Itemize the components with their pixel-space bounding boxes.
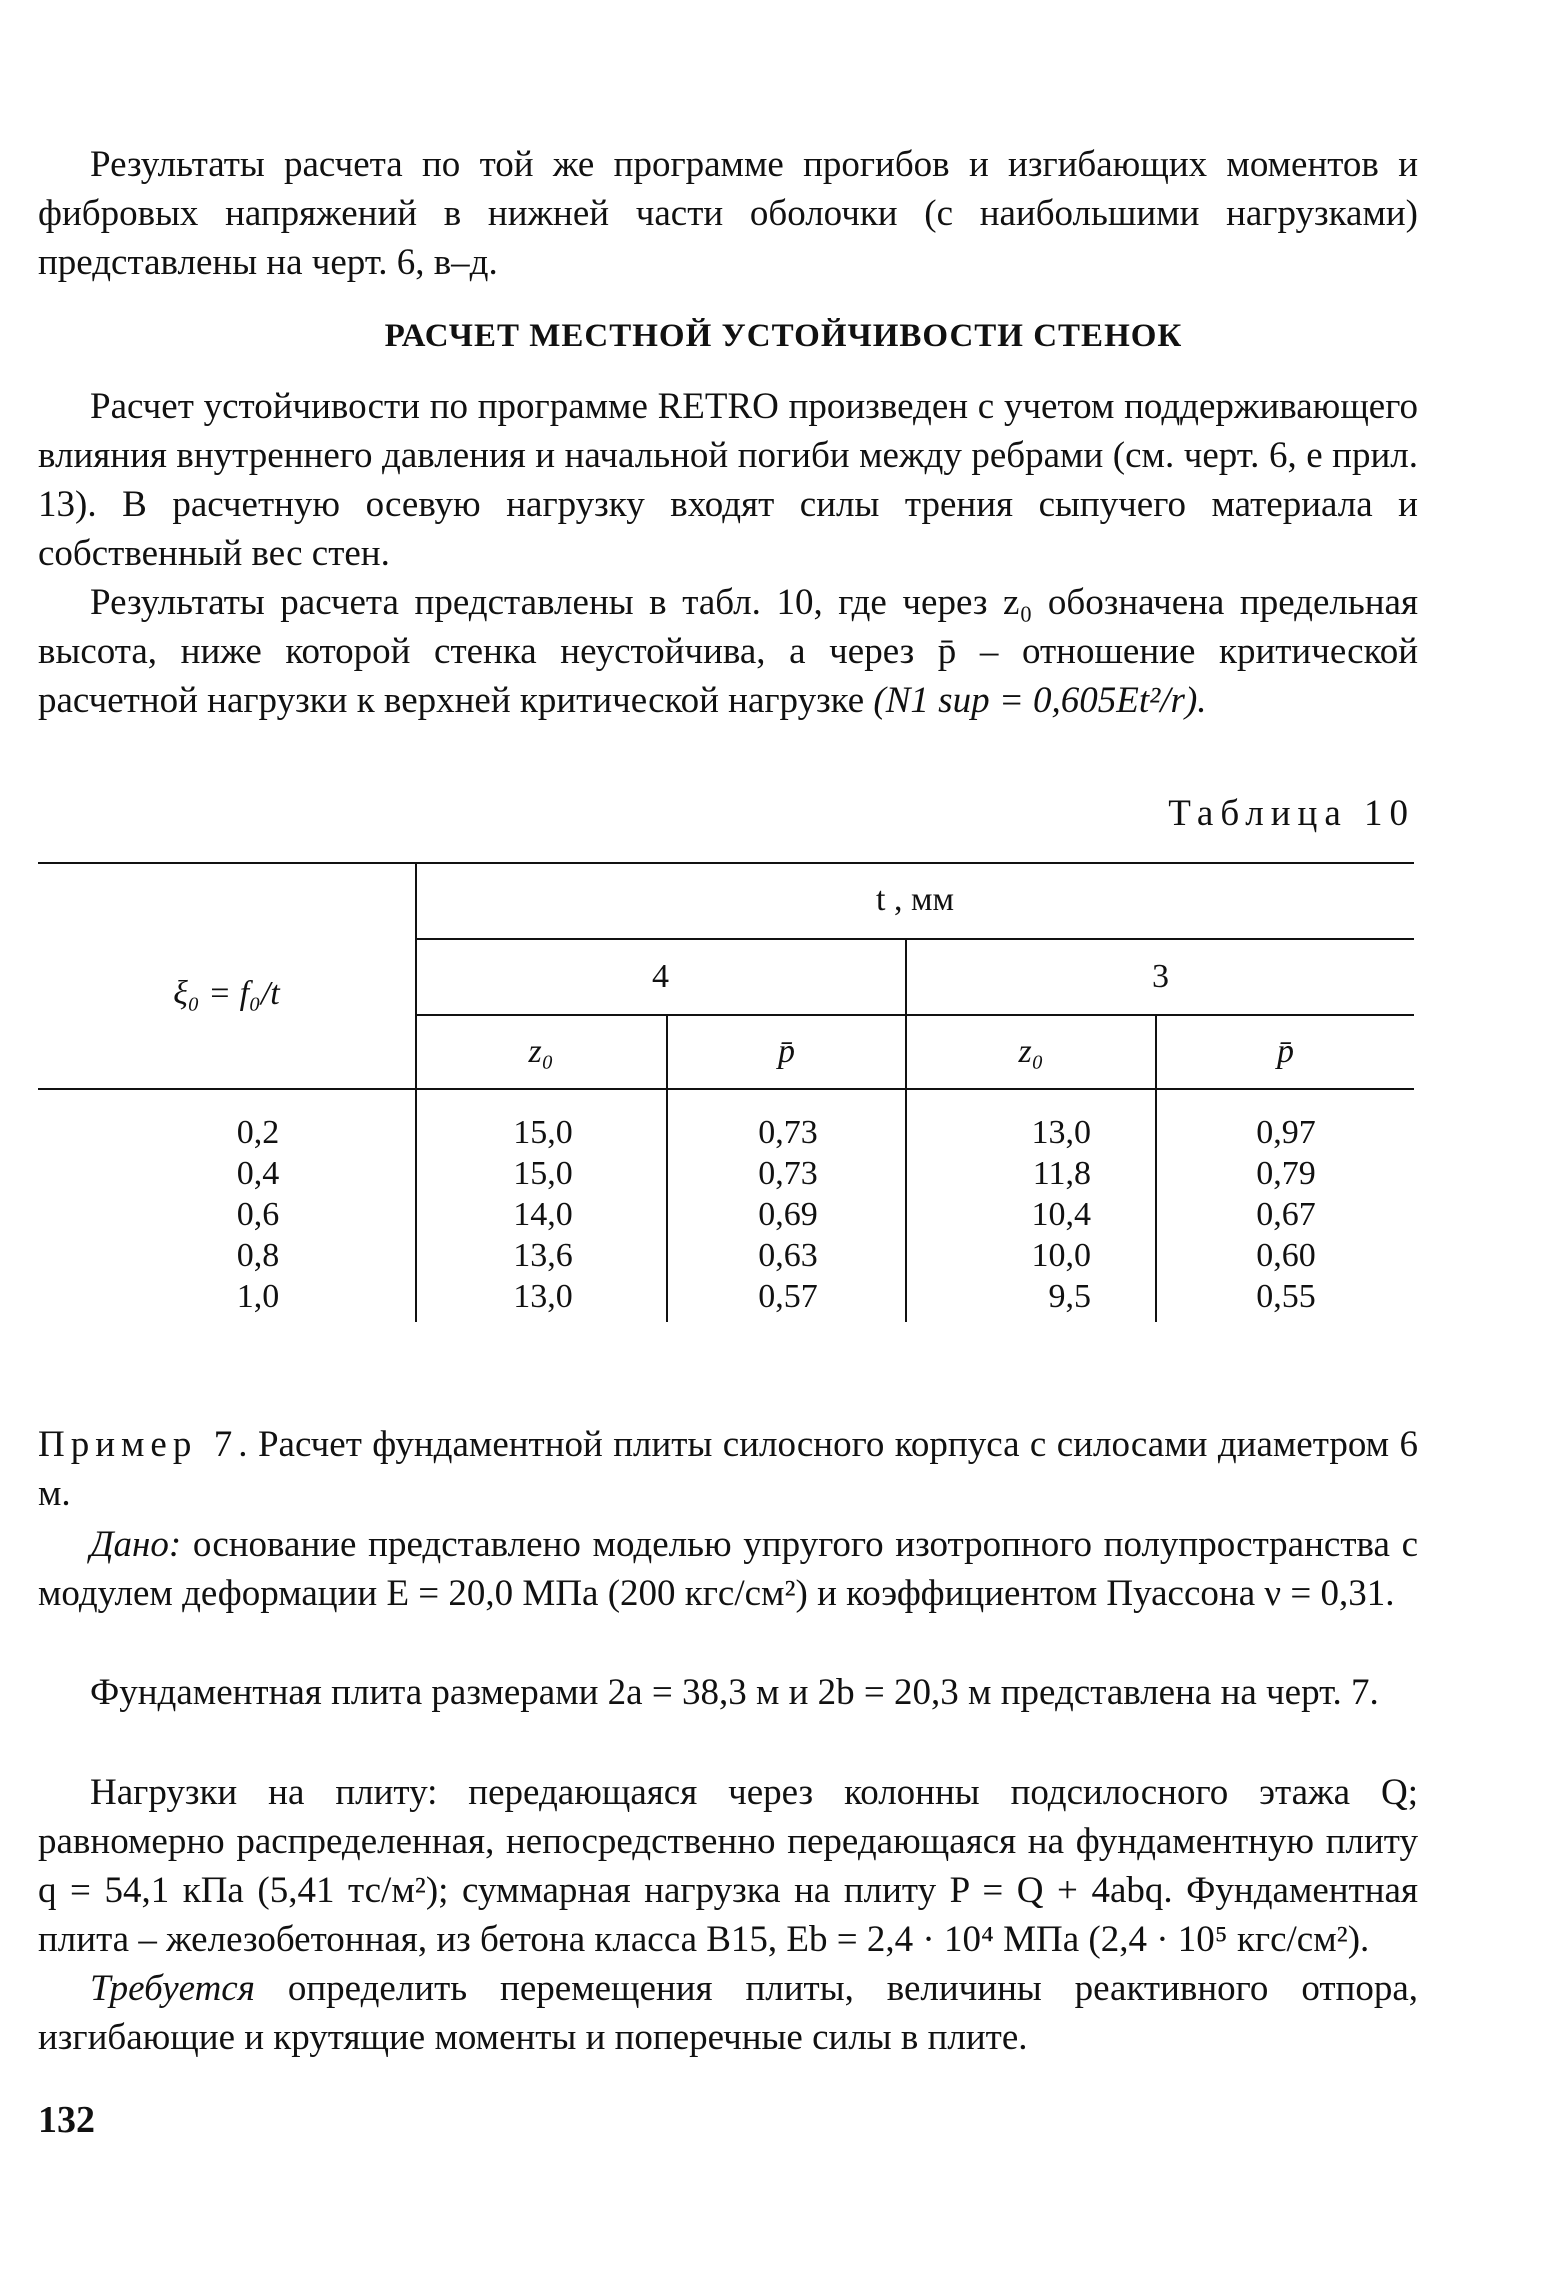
- row-header-xi: ξ₀ = f₀/t: [173, 975, 280, 1012]
- table-cell: 14,0: [513, 1196, 573, 1233]
- table-cell: 10,4: [1031, 1196, 1091, 1233]
- table-caption: Таблица 10: [1168, 793, 1415, 834]
- example-paragraph: [38, 1420, 1418, 1518]
- required-label: Требуется: [90, 1968, 255, 2009]
- table-cell: 13,6: [513, 1237, 573, 1274]
- table-cell: 15,0: [513, 1114, 573, 1151]
- required-text: определить перемещения плиты, величины реактивного отпора, изгибающие и крутящие моменты и поперечные силы в плите.: [38, 1968, 1418, 2058]
- section-heading: РАСЧЕТ МЕСТНОЙ УСТОЙЧИВОСТИ СТЕНОК: [384, 318, 1183, 354]
- table-cell: 0,2: [236, 1114, 280, 1151]
- table-cell: 0,4: [236, 1155, 280, 1192]
- table-cell: 11,8: [1032, 1155, 1091, 1192]
- subheader-p-t3: p̄: [1277, 1033, 1294, 1070]
- column-p-t4: [728, 1112, 848, 1317]
- table-cell: 10,0: [1031, 1237, 1091, 1274]
- table-cell: 0,69: [758, 1196, 818, 1233]
- header-bottom-rule: [38, 1088, 1414, 1090]
- paragraph-results-text: Результаты расчета представлены в табл. 10, где через z₀ обозначена предельная высота, ниже которой стенка неустойчива, а через p̄ – отношение критической расчетной нагрузки к верхней критической нагрузке: [38, 582, 1418, 721]
- table-cell: 0,73: [758, 1155, 818, 1192]
- given-text: основание представлено моделью упругого изотропного полупространства с модулем деформации E = 20,0 МПа (200 кгс/см²) и коэффициентом Пуассона ν = 0,31.: [38, 1524, 1419, 1614]
- paragraph-results: [38, 578, 1418, 725]
- table-cell: 0,55: [1256, 1278, 1316, 1315]
- table-cell: 9,5: [1048, 1278, 1091, 1315]
- column-xi: [198, 1112, 318, 1317]
- group-header-rule: [416, 938, 1414, 940]
- table-cell: 0,6: [236, 1196, 280, 1233]
- subgroup-rule: [416, 1014, 1414, 1016]
- table-cell: 1,0: [236, 1278, 280, 1315]
- table-cell: 0,8: [236, 1237, 280, 1274]
- column-z0-t3: [971, 1112, 1091, 1317]
- required-paragraph: [38, 1964, 1418, 2062]
- paragraph-loads: Нагрузки на плиту: передающаяся через колонны подсилосного этажа Q; равномерно распределенная, непосредственно передающаяся на фундаментную плиту q = 54,1 кПа (5,41 тс/м²); суммарная нагрузка на плиту P = Q + 4abq. Фундаментная плита – железобетонная, из бетона класса В15, Eb = 2,4 · 10⁴ МПа (2,4 · 10⁵ кгс/см²).: [38, 1772, 1418, 1960]
- table-cell: 0,57: [758, 1278, 818, 1315]
- table-cell: 0,60: [1256, 1237, 1316, 1274]
- table-10: [38, 862, 1414, 1332]
- example-label: Пример 7: [38, 1424, 239, 1465]
- table-cell: 13,0: [513, 1278, 573, 1315]
- table-cell: 13,0: [1031, 1114, 1091, 1151]
- table-cell: 0,79: [1256, 1155, 1316, 1192]
- group-t4: 4: [652, 958, 669, 995]
- subheader-p-t4: p̄: [778, 1033, 795, 1070]
- given-paragraph: [38, 1520, 1418, 1618]
- table-cell: 0,63: [758, 1237, 818, 1274]
- table-cell: 15,0: [513, 1155, 573, 1192]
- group-header-t: t , мм: [876, 881, 954, 918]
- subheader-z0-t4: z₀: [528, 1033, 554, 1070]
- top-paragraph: Результаты расчета по той же программе прогибов и изгибающих моментов и фибровых напряжений в нижней части оболочки (с наибольшими нагрузками) представлены на черт. 6, в–д.: [38, 144, 1418, 283]
- column-p-t3: [1226, 1112, 1346, 1317]
- table-top-rule: [38, 862, 1414, 864]
- paragraph-retro: Расчет устойчивости по программе RETRO произведен с учетом поддерживающего влияния внутреннего давления и начальной погиби между ребрами (см. черт. 6, е прил. 13). В расчетную осевую нагрузку входят силы трения сыпучего материала и собственный вес стен.: [38, 386, 1418, 574]
- table-cell: 0,73: [758, 1114, 818, 1151]
- table-cell: 0,97: [1256, 1114, 1316, 1151]
- given-label: Дано:: [90, 1524, 182, 1565]
- column-rule-1: [415, 862, 417, 1322]
- page-number: 132: [38, 2099, 95, 2141]
- group-t3: 3: [1152, 958, 1169, 995]
- paragraph-plate: Фундаментная плита размерами 2a = 38,3 м и 2b = 20,3 м представлена на черт. 7.: [90, 1672, 1379, 1713]
- column-z0-t4: [478, 1112, 608, 1317]
- table-cell: 0,67: [1256, 1196, 1316, 1233]
- critical-load-formula: (N1 sup = 0,605Et²/r).: [873, 680, 1207, 721]
- example-text: . Расчет фундаментной плиты силосного корпуса с силосами диаметром 6 м.: [38, 1424, 1418, 1514]
- subheader-z0-t3: z₀: [1018, 1033, 1044, 1070]
